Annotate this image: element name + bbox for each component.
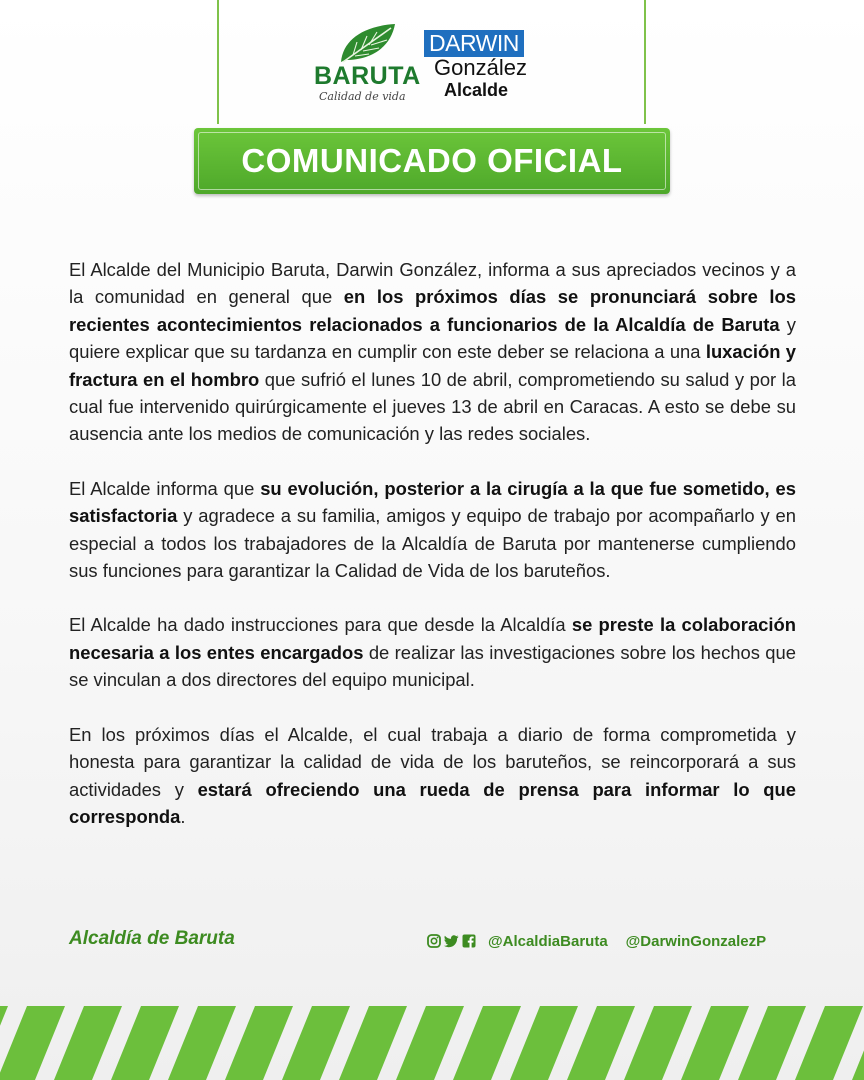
statement-paragraph bbox=[69, 611, 796, 693]
stripe bbox=[567, 1006, 635, 1080]
baruta-logo bbox=[305, 22, 423, 112]
paragraph-text: En los próximos días el Alcalde, el cual trabaja a diario de forma comprometida y honesta para garantizar la calidad de vida de los baruteños, se reincorporará a sus actividades y bbox=[69, 723, 796, 800]
leaf-icon bbox=[335, 22, 399, 66]
darwin-last-name: González bbox=[434, 55, 527, 80]
emphasis-text: luxación y fractura en el hombro bbox=[69, 341, 796, 390]
stripe bbox=[168, 1006, 236, 1080]
handle-darwin[interactable]: @DarwinGonzalezP bbox=[625, 932, 767, 950]
darwin-role: Alcalde bbox=[444, 80, 509, 100]
stripe bbox=[396, 1006, 464, 1080]
social-icons bbox=[427, 934, 476, 948]
stripe bbox=[624, 1006, 692, 1080]
stripe bbox=[453, 1006, 521, 1080]
baruta-tagline: Calidad de vida bbox=[319, 90, 406, 103]
social-links bbox=[427, 931, 797, 951]
stripe bbox=[225, 1006, 293, 1080]
decorative-stripes bbox=[0, 1006, 864, 1080]
stripe bbox=[795, 1006, 863, 1080]
stripe bbox=[282, 1006, 350, 1080]
handle-alcaldia[interactable]: @AlcaldiaBaruta bbox=[488, 932, 608, 950]
stripe bbox=[339, 1006, 407, 1080]
stripe bbox=[681, 1006, 749, 1080]
statement-paragraph bbox=[69, 475, 796, 585]
paragraph-text: que sufrió el lunes 10 de abril, comprometiendo su salud y por la cual fue intervenido quirúrgicamente el jueves 13 de abril en Caracas. A esto se debe su ausencia ante los medios de comunicación y las redes sociales. bbox=[69, 368, 796, 445]
title-banner bbox=[194, 128, 670, 194]
stripe bbox=[111, 1006, 179, 1080]
paragraph-text: de realizar las investigaciones sobre los hechos que se vinculan a dos directores del equipo municipal. bbox=[69, 641, 796, 691]
paragraph-text: El Alcalde informa que bbox=[69, 477, 261, 499]
facebook-icon[interactable] bbox=[462, 934, 476, 948]
emphasis-text: se preste la colaboración necesaria a los entes encargados bbox=[69, 614, 796, 663]
stripe bbox=[510, 1006, 578, 1080]
baruta-name: BARUTA bbox=[314, 62, 421, 90]
signature: Alcaldía de Baruta bbox=[69, 928, 235, 949]
stripe bbox=[738, 1006, 806, 1080]
darwin-logo bbox=[424, 30, 554, 112]
statement-body bbox=[69, 256, 796, 857]
emphasis-text: su evolución, posterior a la cirugía a la que fue sometido, es satisfactoria bbox=[69, 477, 796, 527]
twitter-icon[interactable] bbox=[444, 934, 459, 948]
paragraph-text: El Alcalde ha dado instrucciones para que desde la Alcaldía bbox=[69, 614, 572, 636]
paragraph-text: y agradece a su familia, amigos y equipo de trabajo por acompañarlo y en especial a todos los trabajadores de la Alcaldía de Baruta por mantenerse cumpliendo sus funciones para garantizar la Calidad de Vida de los baruteños. bbox=[69, 505, 796, 582]
emphasis-text: estará ofreciendo una rueda de prensa para informar lo que corresponda bbox=[69, 778, 796, 827]
statement-paragraph bbox=[69, 721, 796, 831]
instagram-icon[interactable] bbox=[427, 934, 441, 948]
statement-paragraph bbox=[69, 256, 796, 448]
paragraph-text: y quiere explicar que su tardanza en cumplir con este deber se relaciona a una bbox=[69, 313, 797, 363]
header-logos bbox=[0, 22, 864, 118]
darwin-first-name: DARWIN bbox=[424, 30, 524, 57]
emphasis-text: en los próximos días se pronunciará sobre los recientes acontecimientos relacionados a funcionarios de la Alcaldía de Baruta bbox=[69, 286, 796, 335]
paragraph-text: El Alcalde del Municipio Baruta, Darwin González, informa a sus apreciados vecinos y a la comunidad en general que bbox=[69, 259, 796, 308]
stripe bbox=[0, 1006, 65, 1080]
paragraph-text: . bbox=[180, 805, 186, 827]
stripe bbox=[54, 1006, 122, 1080]
page-title: COMUNICADO OFICIAL bbox=[241, 142, 623, 179]
